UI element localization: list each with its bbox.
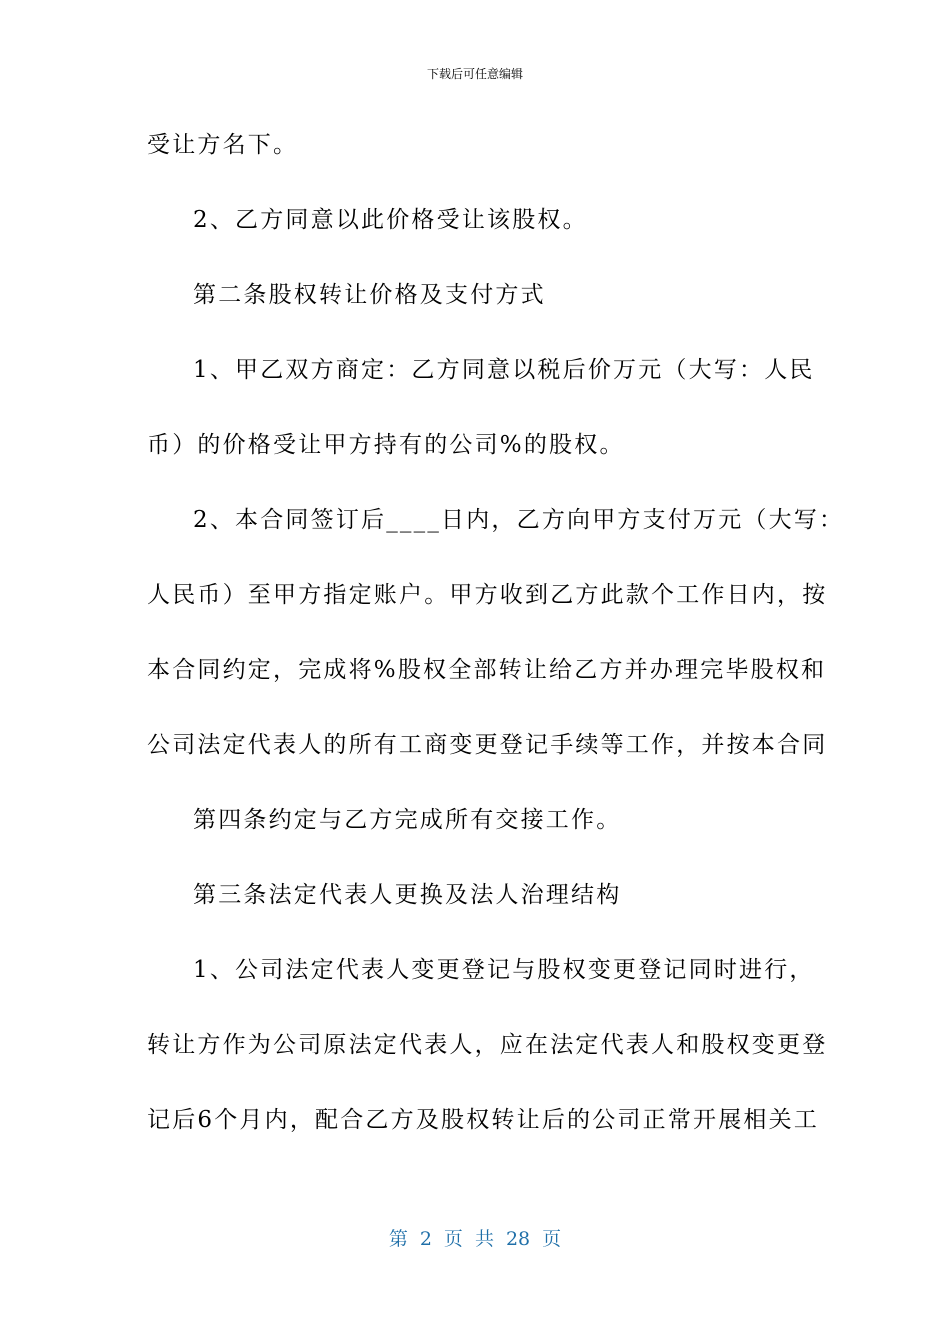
- footer-page-number: 2: [419, 1228, 432, 1250]
- page-footer: [0, 1226, 950, 1252]
- footer-prefix: 第: [388, 1228, 408, 1250]
- footer-middle: 页 共: [443, 1228, 494, 1250]
- body-line-1: 受让方名下。: [147, 132, 299, 158]
- body-line-12: 1、公司法定代表人变更登记与股权变更登记同时进行，: [193, 957, 815, 983]
- body-line-4: 1、甲乙双方商定：乙方同意以税后价万元（大写：人民: [193, 357, 815, 383]
- body-line-5: 币）的价格受让甲方持有的公司%的股权。: [147, 432, 625, 458]
- body-line-10: 第四条约定与乙方完成所有交接工作。: [193, 807, 622, 833]
- body-line-2: 2、乙方同意以此价格受让该股权。: [193, 207, 588, 233]
- body-line-9: 公司法定代表人的所有工商变更登记手续等工作，并按本合同: [147, 732, 828, 758]
- footer-total-pages: 28: [505, 1228, 531, 1250]
- body-line-14: 记后6个月内，配合乙方及股权转让后的公司正常开展相关工: [147, 1107, 820, 1133]
- body-line-8: 本合同约定，完成将%股权全部转让给乙方并办理完毕股权和: [147, 657, 827, 683]
- footer-suffix: 页: [542, 1228, 562, 1250]
- body-line-7: 人民币）至甲方指定账户。甲方收到乙方此款个工作日内，按: [147, 582, 828, 608]
- page-header: 下载后可任意编辑: [426, 67, 523, 81]
- section-heading-3: 第三条法定代表人更换及法人治理结构: [193, 882, 622, 908]
- body-line-13: 转让方作为公司原法定代表人，应在法定代表人和股权变更登: [147, 1032, 828, 1058]
- body-line-6: 2、本合同签订后____日内，乙方向甲方支付万元（大写：: [193, 507, 845, 533]
- section-heading-2: 第二条股权转让价格及支付方式: [193, 282, 546, 308]
